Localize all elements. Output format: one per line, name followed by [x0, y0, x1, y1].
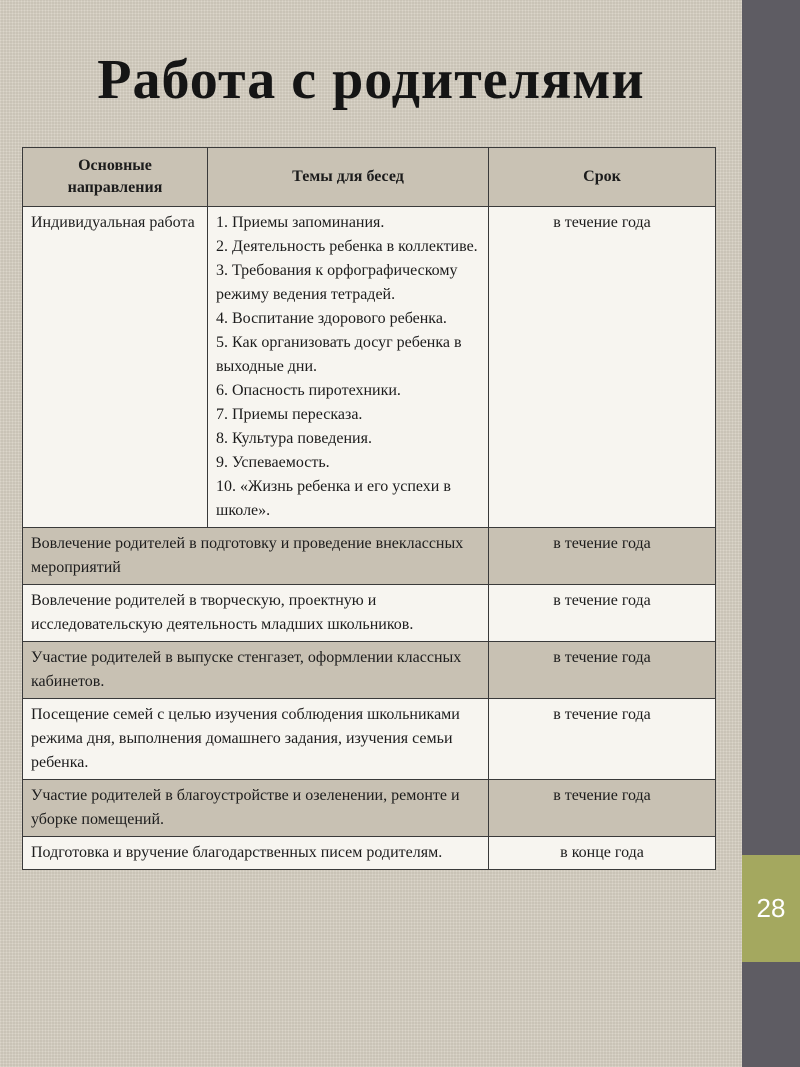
slide-title: Работа с родителями [97, 49, 645, 111]
table-row [23, 699, 716, 780]
term-cell: в течение года [489, 585, 716, 642]
parents-work-table [22, 147, 716, 870]
topic-item: 3. Требования к орфографическому режиму ведения тетрадей. [216, 262, 458, 303]
activity-cell: Участие родителей в выпуске стенгазет, оформлении классных кабинетов. [23, 642, 489, 699]
table-row [23, 528, 716, 585]
header-topics: Темы для бесед [208, 148, 489, 207]
topic-item: 10. «Жизнь ребенка и его успехи в школе». [216, 478, 451, 519]
table-row [23, 207, 716, 528]
topic-item: 1. Приемы запоминания. [216, 214, 385, 231]
topic-item: 9. Успеваемость. [216, 454, 330, 471]
topic-item: 4. Воспитание здорового ребенка. [216, 310, 447, 327]
table-header-row [23, 148, 716, 207]
activity-cell: Посещение семей с целью изучения соблюдения школьниками режима дня, выполнения домашнего задания, изучения семьи ребенка. [23, 699, 489, 780]
table-row [23, 837, 716, 870]
activity-cell: Подготовка и вручение благодарственных писем родителям. [23, 837, 489, 870]
activity-cell: Вовлечение родителей в подготовку и проведение внеклассных мероприятий [23, 528, 489, 585]
term-cell: в течение года [489, 780, 716, 837]
topic-item: 5. Как организовать досуг ребенка в выходные дни. [216, 334, 462, 375]
topic-item: 2. Деятельность ребенка в коллективе. [216, 238, 478, 255]
topic-item: 7. Приемы пересказа. [216, 406, 363, 423]
topic-item: 6. Опасность пиротехники. [216, 382, 401, 399]
term-cell: в конце года [489, 837, 716, 870]
term-cell: в течение года [489, 642, 716, 699]
term-cell: в течение года [489, 528, 716, 585]
direction-cell: Индивидуальная работа [23, 207, 208, 528]
header-directions: Основные направления [23, 148, 208, 207]
activity-cell: Вовлечение родителей в творческую, проектную и исследовательскую деятельность младших школьников. [23, 585, 489, 642]
term-cell: в течение года [489, 207, 716, 528]
topics-cell [208, 207, 489, 528]
term-cell: в течение года [489, 699, 716, 780]
table-row [23, 780, 716, 837]
table-row [23, 585, 716, 642]
page-number-badge: 28 [742, 855, 800, 962]
table-row [23, 642, 716, 699]
topics-list [216, 211, 480, 523]
header-term: Срок [489, 148, 716, 207]
topic-item: 8. Культура поведения. [216, 430, 372, 447]
activity-cell: Участие родителей в благоустройстве и озеленении, ремонте и уборке помещений. [23, 780, 489, 837]
